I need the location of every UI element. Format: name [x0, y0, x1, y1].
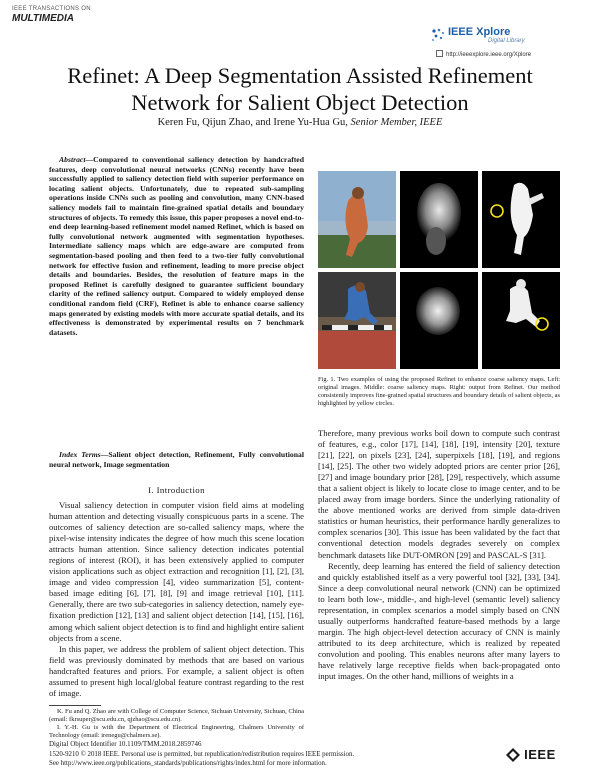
xplore-url[interactable] — [436, 50, 531, 58]
copyright-line-2: See http://www.ieee.org/publications_standards/publications/rights/index.html for more information. — [49, 760, 327, 767]
abstract-label: Abstract — [59, 155, 86, 164]
journal-subname: MULTIMEDIA — [12, 13, 75, 24]
ieee-footer-text: IEEE — [524, 747, 556, 762]
footnote-2: I. Y.-H. Gu is with the Department of Electrical Engineering, Chalmers University of Technology (email: irenegu@chalmers.se). — [49, 724, 304, 739]
right-column-text — [318, 428, 560, 682]
paper-title — [0, 62, 600, 116]
refined-saliency-map-1 — [482, 171, 560, 268]
index-terms-label: Index Terms — [59, 450, 101, 459]
logo-sub-text: Digital Library — [488, 38, 525, 44]
author-list — [0, 117, 600, 128]
ieee-footer-logo — [506, 747, 556, 762]
intro-paragraph-1: Visual saliency detection in computer vision field aims at modeling human attention and detecting visually conspicuous parts in a scene. The outcomes of saliency detection are so-called saliency maps, where the pixel-wise intensity indicates the degree of how much this scene location attracts human attention. Since saliency detection indicates potential regions of interest (ROI), it has been extensively applied to computer vision applications such as object extraction and recognition [1], [2], [3], image and video compression [4], video summarization [5], content-based image editing [6], [7], [8], [9] and image retrieval [10], [11]. Generally, there are two sub-categories in saliency detection, namely eye-fixation prediction [12], [13] and salient object detection [14], [15], [16], among which salient object detection is to find and highlight entire salient objects from a scene. — [49, 500, 304, 643]
abstract-text: —Compared to conventional saliency detection by handcrafted features, deep convolutional neural networks (CNNs) recently have been successfully applied to saliency detection field with superior performance on locating salient objects. Unfortunately, due to repeated sub-sampling operations inside CNNs such as pooling and convolution, many CNN-based saliency models fail to maintain fine-grained spatial details and boundary structures of objects. To remedy this issue, this paper proposes a novel end-to-end deep learning-based refinement model named Refinet, which is based on fully convolutional network augmented with segmentation hypotheses. Intermediate saliency maps which are edge-aware are computed from segmentation-based pooling and then feed to a two-tier fully convolutional network for effective fusion and refinement, leading to more precise object details and boundaries. Besides, the resolution of feature maps in the proposed Refinet is carefully designed to guarantee sufficient boundary clarity of the refined saliency output. Compared to widely employed dense conditional random field (CRF), Refinet is able to enhance coarse saliency maps generated by existing models with more accurate spatial details, and its effectiveness is demonstrated by experimental results on 7 benchmark datasets. — [49, 155, 304, 337]
author-membership: Senior Member, IEEE — [350, 117, 443, 128]
title-line-1: Refinet: A Deep Segmentation Assisted Refinement — [67, 63, 533, 88]
footnotes — [49, 708, 304, 740]
footnote-1: K. Fu and Q. Zhao are with College of Computer Science, Sichuan University, Sichuan, China (email: fkrsuper@scu.edu.cn, qjzhao@scu.edu.cn). — [49, 708, 304, 723]
figure-caption: Fig. 1. Two examples of using the proposed Refinet to enhance coarse saliency maps. Left: original images. Middle: coarse saliency maps. Right: output from Refinet. Our method consistently improves fine-grained spatial structures and boundary details of salient objects, as highlighted by yellow circles. — [318, 376, 560, 407]
index-terms-text: —Salient object detection, Refinement, Fully convolutional neural network, Image segmentation — [49, 450, 304, 469]
right-paragraph-2: Recently, deep learning has entered the field of saliency detection and quickly established itself as a very powerful tool [32], [33], [34]. Since a deep convolutional neural network (CNN) can be optimized to learn both low-, middle-, and high-level (semantic level) saliency representation, in complex scenarios a model simply based on CNN usually outperforms handcrafted feature-based methods by a large margin. The high object-level detection accuracy of CNN is mainly attributed to its deep architecture, which is realized by repeated convolution and pooling. This enables neurons after many layers to have relatively large receptive fields when back-propagated onto input images. On the other hand, millions of weights in a — [318, 560, 560, 682]
ieee-xplore-logo[interactable] — [448, 26, 558, 48]
document-icon — [436, 50, 443, 57]
author-names: Keren Fu, Qijun Zhao, and Irene Yu-Hua Gu, — [157, 117, 348, 128]
figure-1 — [318, 171, 560, 369]
ieee-diamond-icon — [506, 748, 520, 762]
section-heading: I. Introduction — [148, 485, 205, 495]
journal-name: IEEE TRANSACTIONS ON — [12, 6, 91, 12]
ieee-xplore-logo-icon — [430, 27, 446, 43]
logo-main-text: IEEE Xplore — [448, 26, 511, 38]
refined-saliency-map-2 — [482, 272, 560, 369]
original-image-2 — [318, 272, 396, 369]
footnote-rule — [49, 705, 101, 706]
copyright-line-1: 1520-9210 © 2018 IEEE. Personal use is permitted, but republication/redistribution requires IEEE permission. — [49, 751, 355, 758]
copyright-notice — [49, 750, 354, 768]
abstract — [49, 155, 304, 337]
coarse-saliency-map-1 — [400, 171, 478, 268]
index-terms — [49, 450, 304, 469]
url-text: http://ieeexplore.ieee.org/Xplore — [446, 52, 532, 58]
intro-text — [49, 500, 304, 699]
original-image-1 — [318, 171, 396, 268]
intro-paragraph-2: In this paper, we address the problem of salient object detection. This field was previously dominated by methods that are based on various handcrafted features and priors. For example, a salient object is often assumed to present high local/global feature contrast regarding to the rest of image. — [49, 643, 304, 698]
right-paragraph-1: Therefore, many previous works boil down to compute such contrast of features, e.g., color [17], [14], [18], [19], intensity [20], texture [21], [22], on pixels [23], [24], superpixels [18], [19], and regions [14], [25]. The other two widely adopted priors are center prior [26], [27] and image boundary prior [28], [29], respectively, which assume that a salient object is likely to locate close to image center, and to be placed away from image borders. Since the underlying rationality of the above mentioned works are derived from simple data-driven statistics or human heuristics, their performance hardly generalizes to complex scenarios [30]. This issue has been validated by the fact that conventional detection models degrades severely on complex benchmark datasets like DUT-OMRON [29] and PASCAL-S [31]. — [318, 428, 560, 560]
doi-line[interactable]: Digital Object Identifier 10.1109/TMM.2018.2859746 — [49, 740, 202, 748]
coarse-saliency-map-2 — [400, 272, 478, 369]
title-line-2: Network for Salient Object Detection — [131, 90, 469, 115]
